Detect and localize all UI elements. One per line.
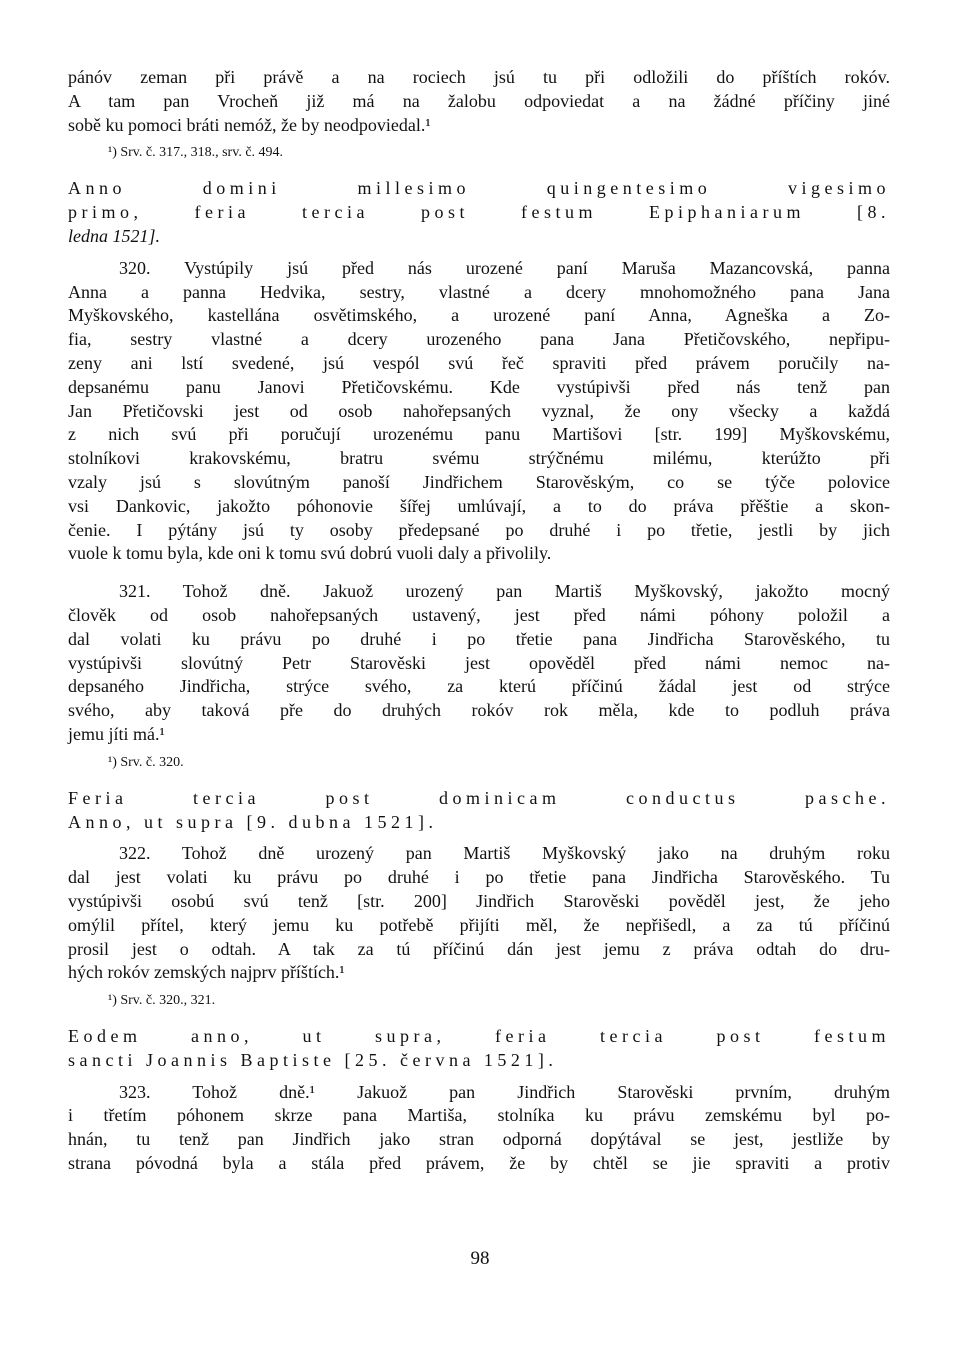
text-line: svého, aby taková pře do druhých rokóv rok měla, kde to podluh práva bbox=[68, 700, 890, 721]
page-number: 98 bbox=[470, 1248, 490, 1269]
text-line: depsaného Jindřicha, strýce svého, za kterú příčinú žádal jest od strýce bbox=[68, 676, 890, 697]
footnote: ¹) Srv. č. 317., 318., srv. č. 494. bbox=[108, 145, 284, 161]
text-line: hnán, tu tenž pan Jindřich jako stran odporná dopýtával se jest, jestliže by bbox=[68, 1129, 890, 1150]
text-line: i třetím póhonem skrze pana Martiša, stolníka ku právu zemskému byl po- bbox=[68, 1105, 890, 1126]
date-heading bbox=[68, 177, 890, 248]
text-line: omýlil přítel, který jemu ku potřebě přijíti měl, že nepřišedl, a za tú příčinú bbox=[68, 914, 890, 935]
date-heading bbox=[68, 787, 890, 835]
text-line: stolníkovi krakovskému, bratru svému strýčnému milému, kterúžto při bbox=[68, 448, 890, 469]
text-line: A tam pan Vrocheň již má na žalobu odpoviedat a na žádné příčiny jiné bbox=[68, 90, 890, 111]
text-line: depsanému panu Janovi Přetičovskému. Kde vystúpivši před nás tenž pan bbox=[68, 376, 890, 397]
text-line: vsi Dankovic, jakožto póhonovie šířej umlúvají, a to do práva přěštie a skon- bbox=[68, 495, 890, 516]
heading-line: sancti Joannis Baptiste [25. června 1521]. bbox=[68, 1049, 558, 1070]
text-line: člověk od osob nahořepsaných ustavený, jest před námi póhony položil a bbox=[68, 604, 890, 625]
text-line: zeny ani lstí svedené, jsú vespól svú řeč spraviti před právem poručily na- bbox=[68, 352, 890, 373]
text-line: Anna a panna Hedvika, sestry, vlastné a dcery mnohomožného pana Jana bbox=[68, 281, 890, 302]
date-heading bbox=[68, 1025, 890, 1073]
heading-line: primo, feria tercia post festum Epiphaniarum [8. bbox=[68, 202, 890, 223]
text-line: 323. Tohož dně.¹ Jakuož pan Jindřich Starověski prvním, druhým bbox=[119, 1081, 890, 1102]
text-line: dal jest volati ku právu po druhé i po třetie pana Jindřicha Starověského. Tu bbox=[68, 867, 890, 888]
heading-line: ledna 1521]. bbox=[68, 225, 160, 246]
heading-line: Eodem anno, ut supra, feria tercia post festum bbox=[68, 1026, 890, 1047]
entry-323 bbox=[68, 1081, 890, 1176]
page-body bbox=[68, 66, 890, 1176]
text-line: vzaly jsú s slovútným panoší Jindřichem Starověským, co se týče polovice bbox=[68, 471, 890, 492]
heading-line: Feria tercia post dominicam conductus pasche. bbox=[68, 787, 890, 808]
text-line: fia, sestry vlastné a dcery urozeného pana Jana Přetičovského, nepřipu- bbox=[68, 329, 890, 350]
paragraph-continuation bbox=[68, 66, 890, 163]
text-line: prosil jest o odtah. A tak za tú příčinú dán jest jemu z práva odtah do dru- bbox=[68, 938, 890, 959]
text-line: pánóv zeman při právě a na rociech jsú tu při odložili do příštích rokóv. bbox=[68, 67, 890, 87]
text-line: 322. Tohož dně urozený pan Martiš Myškovský jako na druhým roku bbox=[119, 843, 890, 864]
entry-322 bbox=[68, 842, 890, 1011]
text-line: 320. Vystúpily jsú před nás urozené paní Maruša Mazancovská, panna bbox=[119, 257, 890, 278]
text-line: vystúpivši osobú svú tenž [str. 200] Jindřich Starověski pověděl jest, že jeho bbox=[68, 890, 890, 911]
text-line: z nich svú při poručují urozenému panu Martišovi [str. 199] Myškovskému, bbox=[68, 424, 890, 445]
text-line: hých rokóv zemských najprv příštích.¹ bbox=[68, 962, 345, 983]
entry-320 bbox=[68, 257, 890, 566]
entry-321 bbox=[68, 580, 890, 773]
text-line: Myškovského, kastellána osvětimského, a urozené paní Anna, Agneška a Zo- bbox=[68, 305, 890, 326]
text-line: 321. Tohož dně. Jakuož urozený pan Martiš Myškovský, jakožto mocný bbox=[119, 581, 890, 602]
heading-line: Anno domini millesimo quingentesimo vigesimo bbox=[68, 178, 890, 199]
text-line: strana póvodná byla a stála před právem, že by chtěl se jie spraviti a protiv bbox=[68, 1153, 890, 1174]
heading-line: Anno, ut supra [9. dubna 1521]. bbox=[68, 811, 438, 832]
text-line: sobě ku pomoci bráti nemóž, že by neodpoviedal.¹ bbox=[68, 114, 431, 135]
text-line: Jan Přetičovski jest od osob nahořepsaných vyznal, že ony všecky a každá bbox=[68, 400, 890, 421]
text-line: vuole k tomu byla, kde oni k tomu svú dobrú vuoli daly a přivolily. bbox=[68, 543, 552, 564]
text-line: jemu jíti má.¹ bbox=[68, 723, 165, 744]
text-line: vystúpivši slovútný Petr Starověski jest opověděl před námi nemoc na- bbox=[68, 652, 890, 673]
footnote: ¹) Srv. č. 320., 321. bbox=[108, 993, 216, 1009]
text-line: čenie. I pýtány jsú ty osoby předepsané po druhé i po třetie, jestli by jich bbox=[68, 519, 890, 540]
footnote: ¹) Srv. č. 320. bbox=[108, 754, 184, 770]
text-line: dal volati ku právu po druhé i po třetie pana Jindřicha Starověského, tu bbox=[68, 628, 890, 649]
